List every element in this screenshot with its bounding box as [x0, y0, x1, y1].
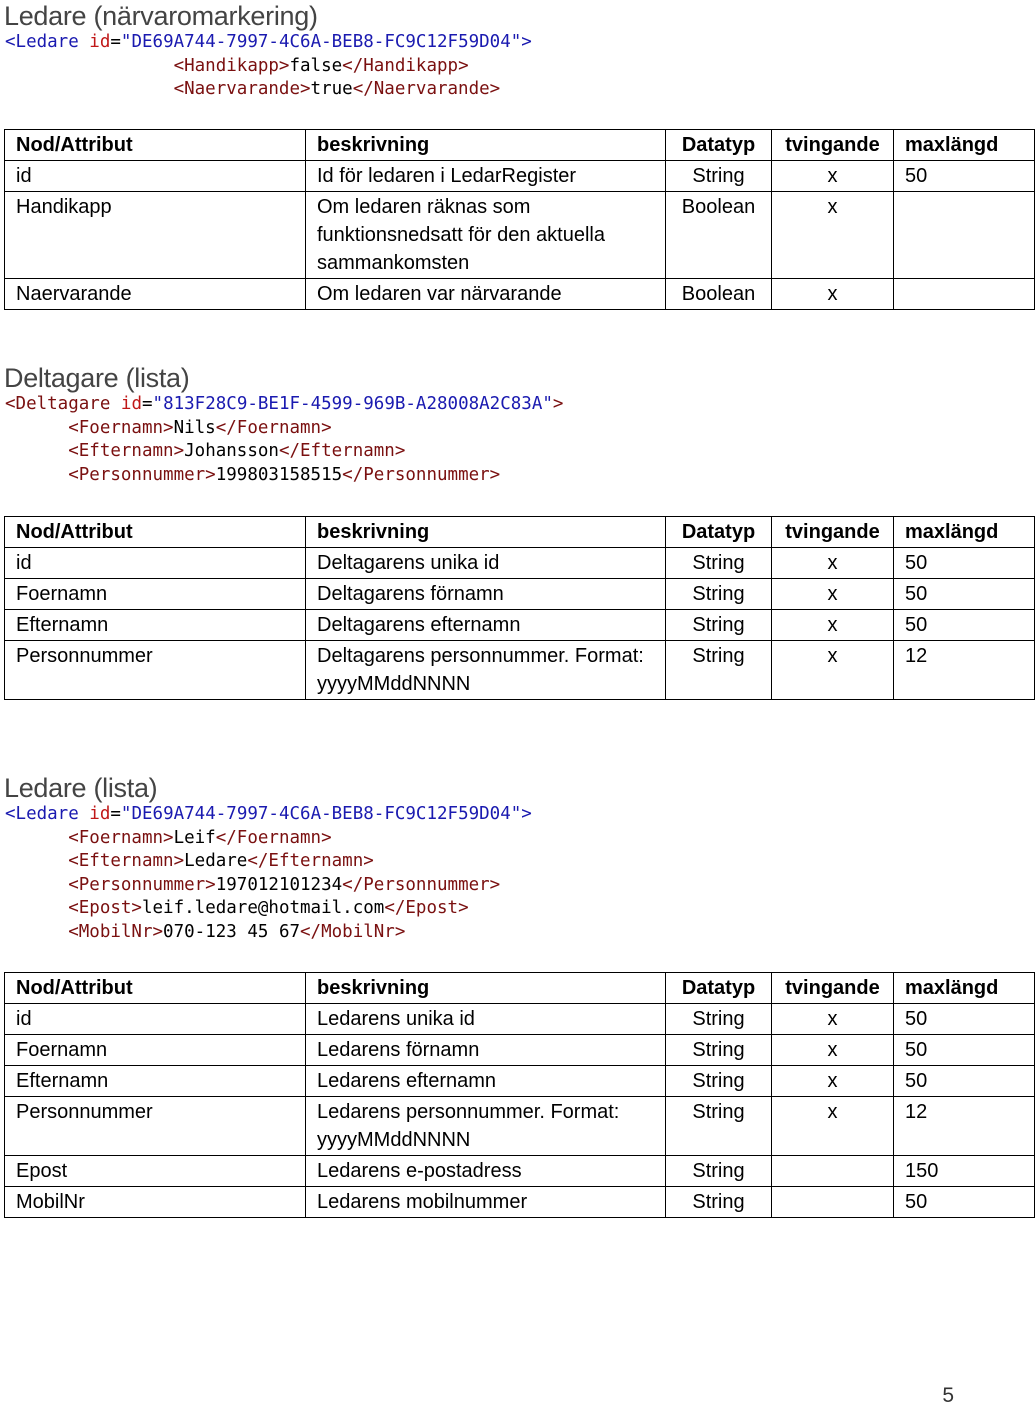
code-token: <Foernamn> — [68, 417, 174, 438]
table-cell: Efternamn — [5, 610, 306, 641]
table-row — [5, 1187, 1035, 1218]
code-token: <Ledare — [5, 804, 90, 824]
code-token: id — [120, 394, 142, 414]
attribute-table — [4, 516, 1035, 700]
table-cell: x — [772, 1004, 894, 1035]
code-line — [5, 417, 960, 441]
code-token: false — [289, 55, 343, 76]
table-cell: id — [5, 548, 306, 579]
xml-example — [0, 31, 960, 102]
table-header-row — [5, 130, 1035, 161]
table-cell — [772, 1156, 894, 1187]
table-cell: 12 — [894, 1097, 1035, 1156]
section-ledare-naervaro — [0, 0, 960, 102]
table-cell: id — [5, 161, 306, 192]
code-token: 197012101234 — [215, 874, 343, 895]
column-header: Nod/Attribut — [5, 517, 306, 548]
code-line — [5, 31, 960, 55]
table-header-row — [5, 517, 1035, 548]
code-token: 070-123 45 67 — [163, 921, 301, 942]
code-token: Johansson — [184, 441, 279, 461]
table-cell: String — [666, 1004, 772, 1035]
table-cell: 150 — [894, 1156, 1035, 1187]
table-cell: Epost — [5, 1156, 306, 1187]
table-cell: x — [772, 161, 894, 192]
xml-example — [0, 803, 960, 944]
column-header: beskrivning — [306, 130, 666, 161]
xml-example — [0, 393, 960, 487]
code-line — [5, 897, 960, 921]
table-cell: Foernamn — [5, 579, 306, 610]
table-cell: String — [666, 1187, 772, 1218]
section-ledare-lista — [0, 772, 960, 944]
table-cell: Ledarens personnummer. Format: yyyyMMddNNNN — [306, 1097, 666, 1156]
code-token: Leif — [173, 827, 216, 848]
table-cell: String — [666, 161, 772, 192]
column-header: tvingande — [772, 130, 894, 161]
table-cell: Naervarande — [5, 279, 306, 310]
code-token: </Efternamn> — [247, 851, 374, 871]
column-header: maxlängd — [894, 130, 1035, 161]
table-cell: x — [772, 1097, 894, 1156]
table-cell: MobilNr — [5, 1187, 306, 1218]
table-row — [5, 279, 1035, 310]
table-cell: 50 — [894, 1066, 1035, 1097]
code-token: <Deltagare — [5, 394, 121, 414]
table-cell: Deltagarens förnamn — [306, 579, 666, 610]
column-header: maxlängd — [894, 517, 1035, 548]
table-cell: String — [666, 641, 772, 700]
table-cell: x — [772, 641, 894, 700]
table-cell: Om ledaren var närvarande — [306, 279, 666, 310]
table-row — [5, 641, 1035, 700]
code-token: </Foernamn> — [215, 827, 332, 848]
table-cell: Personnummer — [5, 1097, 306, 1156]
table-cell: String — [666, 579, 772, 610]
code-token: <Personnummer> — [68, 464, 216, 485]
column-header: beskrivning — [306, 973, 666, 1004]
table-cell: Ledarens efternamn — [306, 1066, 666, 1097]
code-token: = — [141, 394, 153, 414]
table-cell: 50 — [894, 610, 1035, 641]
code-token: id — [89, 32, 111, 52]
table-cell: Id för ledaren i LedarRegister — [306, 161, 666, 192]
table-row — [5, 548, 1035, 579]
code-token: "813F28C9-BE1F-4599-969B-A28008A2C83A" — [152, 394, 553, 414]
table-row — [5, 1066, 1035, 1097]
page-number: 5 — [942, 1384, 954, 1407]
section-heading: Ledare (lista) — [4, 773, 158, 803]
table-cell: id — [5, 1004, 306, 1035]
table-cell: x — [772, 579, 894, 610]
table-row — [5, 579, 1035, 610]
code-token: = — [110, 32, 121, 52]
table-cell: x — [772, 548, 894, 579]
code-line — [5, 55, 960, 79]
code-line — [5, 464, 960, 488]
code-token: </Naervarande> — [352, 79, 501, 99]
table-cell: String — [666, 1097, 772, 1156]
code-token: <Ledare — [5, 32, 90, 52]
code-token: <Personnummer> — [68, 874, 216, 895]
table-cell: String — [666, 1156, 772, 1187]
table-cell: String — [666, 610, 772, 641]
table-cell: 12 — [894, 641, 1035, 700]
code-token: "DE69A744-7997-4C6A-BEB8-FC9C12F59D04" — [120, 32, 522, 52]
table-cell: Foernamn — [5, 1035, 306, 1066]
table-cell: x — [772, 1035, 894, 1066]
table-cell: Ledarens förnamn — [306, 1035, 666, 1066]
attribute-table — [4, 129, 1035, 310]
table-cell: Deltagarens unika id — [306, 548, 666, 579]
table-row — [5, 1156, 1035, 1187]
table-cell: 50 — [894, 548, 1035, 579]
table-cell: 50 — [894, 1035, 1035, 1066]
code-token: <Epost> — [68, 898, 142, 918]
code-line — [5, 827, 960, 851]
code-line — [5, 921, 960, 945]
code-line — [5, 78, 960, 102]
table-cell: String — [666, 548, 772, 579]
column-header: Nod/Attribut — [5, 130, 306, 161]
column-header: Datatyp — [666, 130, 772, 161]
code-token: </Epost> — [384, 898, 469, 918]
table-cell: Deltagarens efternamn — [306, 610, 666, 641]
table-cell: x — [772, 1066, 894, 1097]
code-token: > — [521, 32, 532, 52]
table-row — [5, 610, 1035, 641]
table-cell: x — [772, 192, 894, 279]
code-line — [5, 874, 960, 898]
code-token: Ledare — [184, 851, 248, 871]
column-header: maxlängd — [894, 973, 1035, 1004]
code-token: <Efternamn> — [68, 441, 185, 461]
section-heading: Deltagare (lista) — [4, 363, 190, 393]
code-token: <Naervarande> — [173, 79, 311, 99]
column-header: beskrivning — [306, 517, 666, 548]
code-token: <Efternamn> — [68, 851, 185, 871]
attribute-table — [4, 972, 1035, 1218]
table-cell: 50 — [894, 1187, 1035, 1218]
code-token: > — [552, 394, 564, 414]
table-cell: Deltagarens personnummer. Format: yyyyMMddNNNN — [306, 641, 666, 700]
table-cell: Ledarens unika id — [306, 1004, 666, 1035]
code-token: </MobilNr> — [300, 921, 406, 942]
table-cell — [894, 279, 1035, 310]
table-header-row — [5, 973, 1035, 1004]
code-token: </Personnummer> — [342, 464, 501, 485]
table-cell: String — [666, 1035, 772, 1066]
column-header: Nod/Attribut — [5, 973, 306, 1004]
table-cell — [772, 1187, 894, 1218]
table-cell: Boolean — [666, 192, 772, 279]
table-cell: x — [772, 610, 894, 641]
table-cell: String — [666, 1066, 772, 1097]
code-token: <MobilNr> — [68, 921, 164, 942]
column-header: Datatyp — [666, 973, 772, 1004]
table-cell: Personnummer — [5, 641, 306, 700]
code-token: </Handikapp> — [342, 55, 469, 76]
table-cell: 50 — [894, 161, 1035, 192]
table-row — [5, 1097, 1035, 1156]
code-token: <Handikapp> — [173, 55, 290, 76]
table-cell: Ledarens mobilnummer — [306, 1187, 666, 1218]
table-cell: 50 — [894, 1004, 1035, 1035]
table-row — [5, 192, 1035, 279]
code-token: </Foernamn> — [215, 417, 332, 438]
table-cell: Ledarens e-postadress — [306, 1156, 666, 1187]
table-row — [5, 1004, 1035, 1035]
code-token: </Personnummer> — [342, 874, 501, 895]
code-line — [5, 440, 960, 464]
code-token: </Efternamn> — [278, 441, 406, 461]
table-cell: x — [772, 279, 894, 310]
code-line — [5, 803, 960, 827]
table-cell: 50 — [894, 579, 1035, 610]
table-cell: Boolean — [666, 279, 772, 310]
code-token: 199803158515 — [215, 464, 343, 485]
code-token: Nils — [173, 417, 216, 438]
column-header: tvingande — [772, 517, 894, 548]
table-row — [5, 161, 1035, 192]
code-line — [5, 393, 960, 417]
code-token: = — [110, 804, 121, 824]
code-line — [5, 850, 960, 874]
table-cell: Handikapp — [5, 192, 306, 279]
column-header: Datatyp — [666, 517, 772, 548]
table-cell: Efternamn — [5, 1066, 306, 1097]
code-token: "DE69A744-7997-4C6A-BEB8-FC9C12F59D04" — [120, 804, 522, 824]
code-token: <Foernamn> — [68, 827, 174, 848]
code-token: > — [521, 804, 532, 824]
table-cell: Om ledaren räknas som funktionsnedsatt för den aktuella sammankomsten — [306, 192, 666, 279]
code-token: true — [310, 79, 353, 99]
section-deltagare — [0, 362, 960, 487]
column-header: tvingande — [772, 973, 894, 1004]
code-token: id — [89, 804, 111, 824]
table-cell — [894, 192, 1035, 279]
section-heading: Ledare (närvaromarkering) — [4, 1, 318, 31]
code-token: leif.ledare@hotmail.com — [141, 898, 385, 918]
table-row — [5, 1035, 1035, 1066]
